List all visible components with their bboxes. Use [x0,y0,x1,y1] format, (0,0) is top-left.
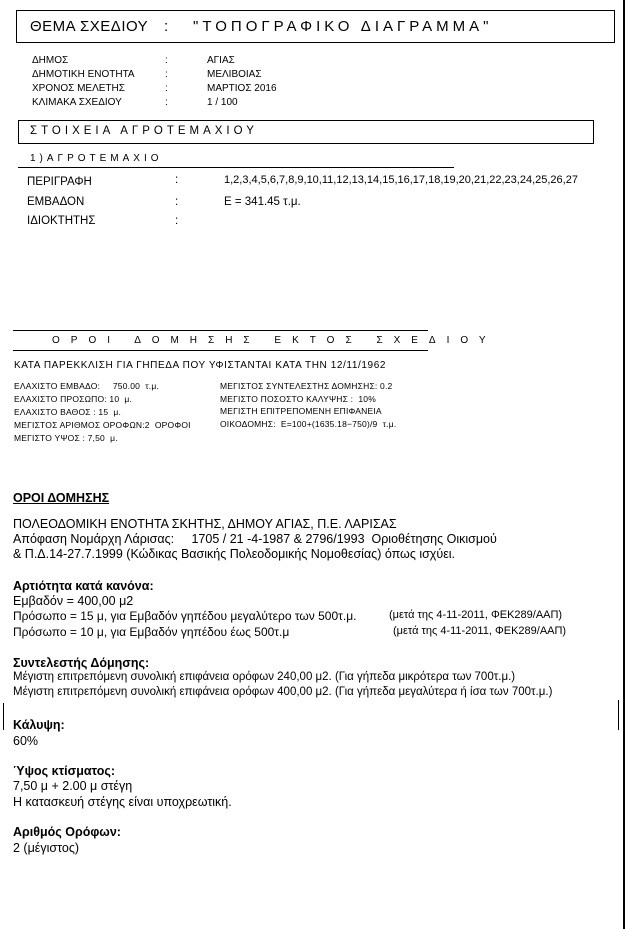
info-label: ΚΛΙΜΑΚΑ ΣΧΕΔΙΟΥ [32,97,122,108]
outside-term-left: ΕΛΑΧΙΣΤΟ ΠΡΟΣΩΠΟ: 10 μ. [14,394,133,404]
right-margin-mark [618,700,619,730]
subject-value: "ΤΟΠΟΓΡΑΦΙΚΟ ΔΙΑΓΡΑΜΜΑ" [193,18,493,35]
outside-term-right: ΜΕΓΙΣΤΗ ΕΠΙΤΡΕΠΟΜΕΝΗ ΕΠΙΦΑΝΕΙΑ [220,406,382,416]
outside-term-left: ΜΕΓΙΣΤΟ ΥΨΟΣ : 7,50 μ. [14,433,118,443]
plot-row-value: Ε = 341.45 τ.μ. [224,196,301,208]
plot-row-label: ΕΜΒΑΔΟΝ [27,196,85,208]
terms-intro-line: & Π.Δ.14-27.7.1999 (Κώδικας Βασικής Πολεοδομικής Νομοθεσίας) όπως ισχύει. [13,547,456,561]
info-colon: : [165,83,168,94]
plot-row-colon: : [175,215,179,227]
kalypsi-value: 60% [13,734,39,748]
info-colon: : [165,55,168,66]
outside-term-right: ΜΕΓΙΣΤΟΣ ΣΥΝΤΕΛΕΣΤΗΣ ΔΟΜΗΣΗΣ: 0.2 [220,381,393,391]
artiotita-line: Πρόσωπο = 15 μ, για Εμβαδόν γηπέδου μεγαλύτερο των 500τ.μ. [13,609,357,623]
syntelestis-line: Μέγιστη επιτρεπόμενη συνολική επιφάνεια ορόφων 240,00 μ2. (Για γήπεδα μικρότερα των 700τ.μ.) [13,671,516,683]
info-value: 1 / 100 [207,97,238,108]
outside-terms-bottom-rule [13,350,428,351]
terms-intro-line: ΠΟΛΕΟΔΟΜΙΚΗ ΕΝΟΤΗΤΑ ΣΚΗΤΗΣ, ΔΗΜΟΥ ΑΓΙΑΣ, Π.Ε. ΛΑΡΙΣΑΣ [13,517,397,531]
kalypsi-heading: Κάλυψη: [13,718,65,732]
outside-terms-top-rule [13,330,428,331]
outside-terms-subtitle: ΚΑΤΑ ΠΑΡΕΚΚΛΙΣΗ ΓΙΑ ΓΗΠΕΔΑ ΠΟΥ ΥΦΙΣΤΑΝΤΑΙ ΚΑΤΑ ΤΗΝ 12/11/1962 [14,360,387,371]
terms-heading: ΟΡΟΙ ΔΟΜΗΣΗΣ [13,491,110,505]
info-label: ΔΗΜΟΣ [32,55,69,66]
outside-term-left: ΕΛΑΧΙΣΤΟ ΒΑΘΟΣ : 15 μ. [14,407,122,417]
info-label: ΔΗΜΟΤΙΚΗ ΕΝΟΤΗΤΑ [32,69,135,80]
outside-term-right: ΜΕΓΙΣΤΟ ΠΟΣΟΣΤΟ ΚΑΛΥΨΗΣ : 10% [220,394,376,404]
syntelestis-heading: Συντελεστής Δόμησης: [13,656,150,670]
page-right-border [623,0,625,929]
subject-label: ΘΕΜΑ ΣΧΕΔΙΟΥ [30,18,149,35]
info-value: ΑΓΙΑΣ [207,55,235,66]
artiotita-note: (μετά της 4-11-2011, ΦΕΚ289/ΑΑΠ) [389,609,563,621]
outside-terms-title: ΟΡΟΙ ΔΟΜΗΣΗΣ ΕΚΤΟΣ ΣΧΕΔΙΟΥ [52,335,497,346]
plot-row-label: ΠΕΡΙΓΡΑΦΗ [27,176,92,188]
plot-row-label: ΙΔΙΟΚΤΗΤΗΣ [27,215,96,227]
outside-term-left: ΕΛΑΧΙΣΤΟ ΕΜΒΑΔΟ: 750.00 τ.μ. [14,381,159,391]
artiotita-heading: Αρτιότητα κατά κανόνα: [13,579,154,593]
outside-term-left: ΜΕΓΙΣΤΟΣ ΑΡΙΘΜΟΣ ΟΡΟΦΩΝ:2 ΟΡΟΦΟΙ [14,420,191,430]
info-label: ΧΡΟΝΟΣ ΜΕΛΕΤΗΣ [32,83,125,94]
left-margin-mark [3,703,4,730]
ypsos-line: 7,50 μ + 2.00 μ στέγη [13,779,133,793]
info-colon: : [165,97,168,108]
terms-intro-line: Απόφαση Νομάρχη Λάρισας: 1705 / 21 -4-1987 & 2796/1993 Οριοθέτησης Οικισμού [13,532,497,546]
ypsos-line: Η κατασκευή στέγης είναι υποχρεωτική. [13,795,232,809]
orofoi-value: 2 (μέγιστος) [13,841,80,855]
plot-subtitle: 1)ΑΓΡΟΤΕΜΑΧΙΟ [30,153,163,164]
artiotita-line: Πρόσωπο = 10 μ, για Εμβαδόν γηπέδου έως 500τ.μ [13,625,290,639]
info-colon: : [165,69,168,80]
syntelestis-line: Μέγιστη επιτρεπόμενη συνολική επιφάνεια ορόφων 400,00 μ2. (Για γήπεδα μεγαλύτερα ή ίσα των 700τ.μ.) [13,686,553,698]
artiotita-note: (μετά της 4-11-2011, ΦΕΚ289/ΑΑΠ) [393,625,567,637]
orofoi-heading: Αριθμός Ορόφων: [13,825,121,839]
artiotita-line: Εμβαδόν = 400,00 μ2 [13,594,134,608]
plot-subtitle-rule [18,167,454,168]
plot-row-value: 1,2,3,4,5,6,7,8,9,10,11,12,13,14,15,16,17,18,19,20,21,22,23,24,25,26,27 [224,174,578,186]
subject-colon: : [164,18,169,35]
plot-section-title: ΣΤΟΙΧΕΙΑ ΑΓΡΟΤΕΜΑΧΙΟΥ [30,125,258,137]
info-value: ΜΑΡΤΙΟΣ 2016 [207,83,277,94]
info-value: ΜΕΛΙΒΟΙΑΣ [207,69,262,80]
plot-row-colon: : [175,174,179,186]
ypsos-heading: Ύψος κτίσματος: [13,764,116,778]
plot-row-colon: : [175,196,179,208]
outside-term-right: ΟΙΚΟΔΟΜΗΣ: Ε=100+(1635.18−750)/9 τ.μ. [220,419,397,429]
